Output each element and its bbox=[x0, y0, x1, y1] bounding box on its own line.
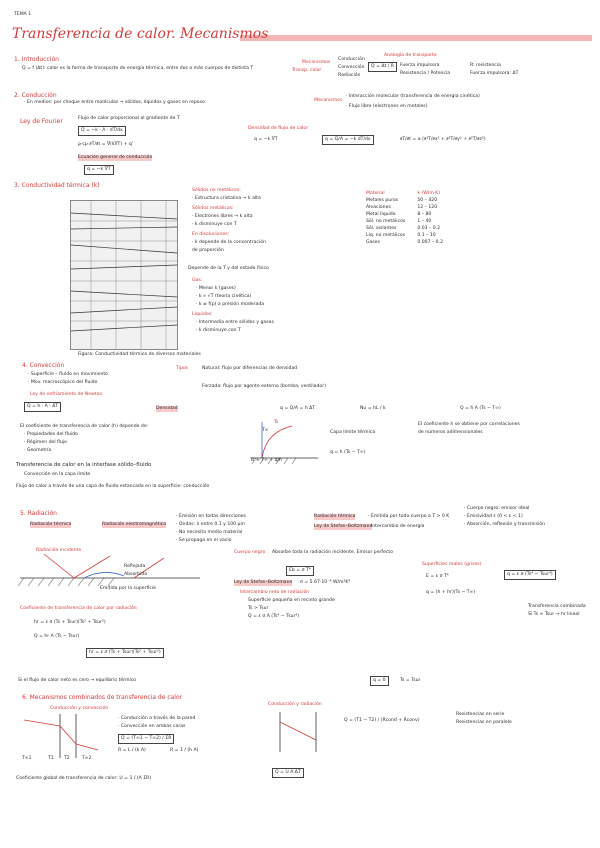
mechanisms-label: Mecanismos bbox=[302, 60, 331, 65]
radiation-left-item: Radiación electromagnética bbox=[102, 522, 167, 527]
conductivity-note: · Electrones libres → k alta bbox=[192, 214, 253, 219]
convection-note-bottom: Q = h A (Ts − T∞) bbox=[460, 406, 501, 411]
conductivity-note: de proporción bbox=[192, 248, 224, 253]
conductivity-note: · k depende de la concentración bbox=[192, 240, 266, 245]
mechanism-item: Radiación bbox=[338, 73, 361, 78]
combined-resist-eq: R = L / (k A) bbox=[118, 748, 146, 753]
gradient-equation: q = −k ∇T bbox=[254, 137, 278, 142]
section-convection-heading: 4. Convección bbox=[22, 362, 65, 369]
conduction-equation: q = −k ∇T bbox=[84, 165, 114, 175]
table-header: Material bbox=[366, 191, 385, 196]
top-tag: TEMA 1 bbox=[14, 12, 32, 17]
radiation-bottom-right: Ts = Tsur bbox=[400, 678, 421, 683]
conduction-right-label: Mecanismos bbox=[314, 98, 343, 103]
conduction-right-line: · Flujo libre (electrones en metales) bbox=[346, 104, 428, 109]
radiation-mid-line: · Emitida por todo cuerpo a T > 0 K bbox=[368, 514, 450, 519]
section-intro-heading: 1. Introducción bbox=[14, 56, 59, 63]
combined-note: Si Ts ≈ Tsur → hr lineal bbox=[528, 612, 580, 617]
radiation-coef-label: Coeficiente de transferencia de calor por radiación bbox=[20, 606, 137, 611]
analogy-right: Resistencia / Potencia bbox=[400, 71, 451, 76]
surface-label: Emitida por la superficie bbox=[100, 586, 157, 591]
title-highlight-bar bbox=[240, 35, 592, 41]
radiation-left-line: · Se propaga en el vacío bbox=[176, 538, 232, 543]
conductivity-low-note: · Menor k (gases) bbox=[196, 286, 236, 291]
blackbody-line: Absorbe toda la radiación incidente. Emisor perfecto bbox=[272, 550, 394, 555]
combined-right-diagram bbox=[268, 710, 338, 754]
combined-left-label: T∞2 bbox=[82, 756, 92, 761]
table-cell: 50 – 420 bbox=[417, 198, 438, 203]
real-surface-equation: E = ε σ T⁴ bbox=[426, 574, 449, 579]
combined-left-label: T2 bbox=[64, 756, 70, 761]
radiation-left-line: · Ondas: λ entre 0.1 y 100 μm bbox=[176, 522, 245, 527]
table-cell: Metal líquido bbox=[366, 212, 396, 217]
table-cell: Sól. no metálicos bbox=[366, 219, 406, 224]
table-row bbox=[360, 197, 449, 204]
heat-equation: q = h (Ts − T∞) bbox=[330, 450, 366, 455]
profile-label: Ts bbox=[274, 420, 279, 425]
radiation-right-line: · Emisividad ε (0 < ε < 1) bbox=[464, 514, 523, 519]
net-exchange-line: Ts > Tsur bbox=[248, 606, 269, 611]
table-row bbox=[360, 239, 449, 246]
newton-equation: Q = h · A · ΔT bbox=[24, 402, 61, 412]
real-surface-box: q = ε σ (Ts⁴ − Tsur⁴) bbox=[504, 570, 556, 580]
convection-final-line2: Convección en la capa límite bbox=[24, 472, 91, 477]
convection-type-forced: Forzada: flujo por agente externo (bomba, ventilador) bbox=[202, 384, 326, 389]
combined-label: Transferencia combinada bbox=[528, 604, 586, 609]
combined-right-eq: Q = (T1 − T2) / (Rcond + Rconv) bbox=[344, 718, 420, 723]
density-equation: q = Q/A = h ΔT bbox=[280, 406, 316, 411]
conductivity-note: En disoluciones: bbox=[192, 232, 230, 237]
radiation-left-line: · No necesita medio material bbox=[176, 530, 243, 535]
convection-line: · Superficie – fluido en movimiento bbox=[28, 372, 108, 377]
sigma-value: σ = 5.67·10⁻⁸ W/m²K⁴ bbox=[300, 580, 351, 585]
film-line: · Propiedades del fluido bbox=[24, 432, 78, 437]
table-cell: 0.007 – 0.2 bbox=[417, 240, 443, 245]
analogy-note: Fuerza impulsora: ΔT bbox=[470, 71, 519, 76]
misc-equation: Ts ≈ T∞ + q/h bbox=[250, 458, 282, 463]
density-label: Densidad bbox=[156, 406, 178, 411]
sigma-label: Ley de Stefan–Boltzmann bbox=[234, 580, 293, 585]
mechanism-item: Conducción bbox=[338, 57, 365, 62]
table-cell: Aleaciones bbox=[366, 205, 391, 210]
profile-note-right: de números adimensionales bbox=[418, 430, 483, 435]
combined-bottom-note: Coeficiente global de transferencia de calor: U = 1 / (A ΣR) bbox=[16, 776, 152, 781]
net-exchange-line: Superficie pequeña en recinto grande bbox=[248, 598, 335, 603]
radiation-right-line: · Absorción, reflexión y transmisión bbox=[464, 522, 545, 527]
combined-bottom-eq: Q = U A ΔT bbox=[272, 768, 304, 778]
conductivity-low-note: Líquidos: bbox=[192, 312, 213, 317]
table-cell: 0.03 – 0.2 bbox=[417, 226, 441, 231]
table-cell: Gases bbox=[366, 240, 380, 245]
radiation-mid-item: Radiación térmica bbox=[314, 514, 356, 519]
table-row bbox=[360, 218, 449, 225]
fourier-equation: Q = −k · A · dT/dx bbox=[78, 126, 126, 136]
combined-left-label: T∞1 bbox=[22, 756, 32, 761]
combined-right-title: Conducción y radiación bbox=[268, 702, 322, 707]
conductivity-low-note: · k ≠ f(p) a presión moderada bbox=[196, 302, 265, 307]
flux-label: Densidad de flujo de calor bbox=[248, 126, 309, 131]
table-header: k (W/m·K) bbox=[417, 191, 441, 196]
radiation-right-line: · Cuerpo negro: emisor ideal bbox=[464, 506, 530, 511]
net-exchange-label: Intercambio neto de radiación bbox=[240, 590, 310, 595]
flux-equation: q = Q/A = −k dT/dx bbox=[322, 135, 374, 145]
combined-left-line: · Conducción a través de la pared bbox=[118, 716, 196, 721]
conductivity-mid-note: Depende de la T y del estado físico bbox=[188, 266, 269, 271]
general-equation: ρ·cp ∂T/∂t = ∇(k∇T) + q' bbox=[78, 142, 134, 147]
radiation-bottom-box: q = 0 bbox=[370, 676, 389, 686]
conductivity-low-note: Gas: bbox=[192, 278, 203, 283]
section-conductivity-heading: 3. Conductividad térmica (k) bbox=[14, 182, 100, 189]
analogy-formula: Q = Δt / R bbox=[368, 62, 397, 72]
combined-right-note2: Resistencias en paralelo bbox=[456, 720, 512, 725]
table-row bbox=[360, 225, 449, 232]
section-radiation-heading: 5. Radiación bbox=[20, 510, 57, 517]
analogy-right: Fuerza impulsora bbox=[400, 63, 440, 68]
radiation-mid-item: Ley de Stefan–Boltzmann bbox=[314, 524, 373, 529]
conductivity-low-note: · k disminuye con T bbox=[196, 328, 241, 333]
combined-left-line: · Convección en ambas caras bbox=[118, 724, 186, 729]
table-cell: 12 – 120 bbox=[417, 205, 438, 210]
surface-label: Reflejada bbox=[124, 564, 146, 569]
profile-label: T∞ bbox=[262, 428, 269, 433]
convection-type-natural: Natural: flujo por diferencias de densidad bbox=[202, 366, 298, 371]
section-combined-heading: 6. Mecanismos combinados de transferencia de calor bbox=[22, 694, 183, 701]
blackbody-label: Cuerpo negro bbox=[234, 550, 266, 555]
real-surface-label: Superficies reales (grises) bbox=[422, 562, 482, 567]
conductivity-table bbox=[360, 190, 449, 246]
profile-note-right: El coeficiente h se obtiene por correlaciones bbox=[418, 422, 520, 427]
section-conduction-heading: 2. Conducción bbox=[14, 92, 57, 99]
radiation-coef-equation2: Q = hr A (Ts − Tsur) bbox=[34, 634, 80, 639]
table-cell: Metales puros bbox=[366, 198, 399, 203]
conductivity-note: · k disminuye con T bbox=[192, 222, 237, 227]
table-row bbox=[360, 232, 449, 239]
radiation-coef-equation: hr = ε σ (Ts + Tsur)(Ts² + Tsur²) bbox=[34, 620, 106, 625]
conductivity-low-note: · k ∝ √T (teoría cinética) bbox=[196, 294, 252, 299]
radiation-mid-line: · Intercambio de energía bbox=[368, 524, 425, 529]
film-line: · Régimen del flujo bbox=[24, 440, 67, 445]
table-cell: 1 – 40 bbox=[417, 219, 432, 224]
table-cell: Sól. aislantes bbox=[366, 226, 397, 231]
profile-label: Capa límite térmica bbox=[330, 430, 376, 435]
combined-left-label: T1 bbox=[48, 756, 54, 761]
dimensionless-equation: Nu = hL / k bbox=[360, 406, 386, 411]
fourier-note: Flujo de calor proporcional al gradiente de T bbox=[78, 116, 180, 121]
radiation-bottom-line: Si el flujo de calor neto es cero → equilibrio térmico bbox=[18, 678, 137, 683]
graph-caption: Figura: Conductividad térmica de diversos materiales bbox=[78, 352, 201, 357]
net-exchange-line: Q = ε σ A (Ts⁴ − Tsur⁴) bbox=[248, 614, 300, 619]
conductivity-graph bbox=[70, 200, 178, 350]
conductivity-note: Sólidos metálicos: bbox=[192, 206, 234, 211]
analogy-note: R: resistencia bbox=[470, 63, 501, 68]
table-cell: Líq. no metálicos bbox=[366, 233, 406, 238]
radiation-coef-box: hr = ε σ (Ts + Tsur)(Ts² + Tsur²) bbox=[86, 648, 164, 658]
convection-final-line: Transferencia de calor en la interfase sólido–fluido bbox=[16, 462, 152, 468]
fourier-heading: Ley de Fourier bbox=[20, 118, 63, 125]
conduction-right-line: · Interacción molecular (transferencia de energía cinética) bbox=[346, 94, 480, 99]
convection-line: · Mov. macroscópico del fluido bbox=[28, 380, 98, 385]
conduction-line: · En medios: por choque entre moléculas → sólidos, líquidos y gases en reposo bbox=[24, 100, 205, 105]
page-title: Transferencia de calor. Mecanismos bbox=[12, 26, 269, 42]
conductivity-note: · Estructura cristalina → k alta bbox=[192, 196, 261, 201]
table-cell: 0.1 – 10 bbox=[417, 233, 436, 238]
film-line: El coeficiente de transferencia de calor (h) depende de: bbox=[20, 424, 149, 429]
combined-left-diagram bbox=[20, 712, 100, 760]
table-row bbox=[360, 211, 449, 218]
combined-left-title: Conducción y convección bbox=[50, 706, 109, 711]
conduction-note: Ecuación general de conducción bbox=[78, 155, 153, 160]
radiation-left-item: Radiación térmica bbox=[30, 522, 72, 527]
laplace-equation: ∂T/∂t = α (∂²T/∂x² + ∂²T/∂y² + ∂²T/∂z²) bbox=[400, 137, 486, 142]
radiation-left-line: · Emisión en todas direcciones bbox=[176, 514, 246, 519]
combined-equation: q = (h + hr)(Ts − T∞) bbox=[426, 590, 476, 595]
conductivity-graph-drawing bbox=[71, 201, 177, 349]
newton-label: Ley de enfriamiento de Newton bbox=[30, 392, 103, 397]
table-cell: 8 – 80 bbox=[417, 212, 432, 217]
convection-types-label: Tipos bbox=[176, 366, 189, 371]
table-row bbox=[360, 204, 449, 211]
conductivity-low-note: · Intermedia entre sólidos y gases bbox=[196, 320, 274, 325]
combined-right-note: Resistencias en serie bbox=[456, 712, 505, 717]
convection-bottom-line: Flujo de calor a través de una capa de fluido estancada en la superficie: conducción bbox=[16, 484, 210, 489]
combined-left-eq: Q = (T∞1 − T∞2) / ΣR bbox=[118, 734, 174, 744]
intro-line: Q = f (Δt): calor es la forma de transporte de energía térmica, entre dos o más cuerpos de distinta T bbox=[22, 66, 254, 71]
conductivity-note: Sólidos no metálicos: bbox=[192, 188, 241, 193]
analogy-title: Analogía de transporte bbox=[384, 53, 437, 58]
stefan-boltzmann-equation: Eb = σ T⁴ bbox=[286, 566, 314, 576]
film-line: · Geometría bbox=[24, 448, 52, 453]
mechanism-item: Convección bbox=[338, 65, 365, 70]
combined-resist-eq2: R = 1 / (h A) bbox=[170, 748, 199, 753]
transport-label: Transp. calor bbox=[292, 68, 322, 73]
surface-label: Radiación incidente bbox=[36, 548, 82, 553]
surface-label: Absorbida bbox=[124, 572, 148, 577]
